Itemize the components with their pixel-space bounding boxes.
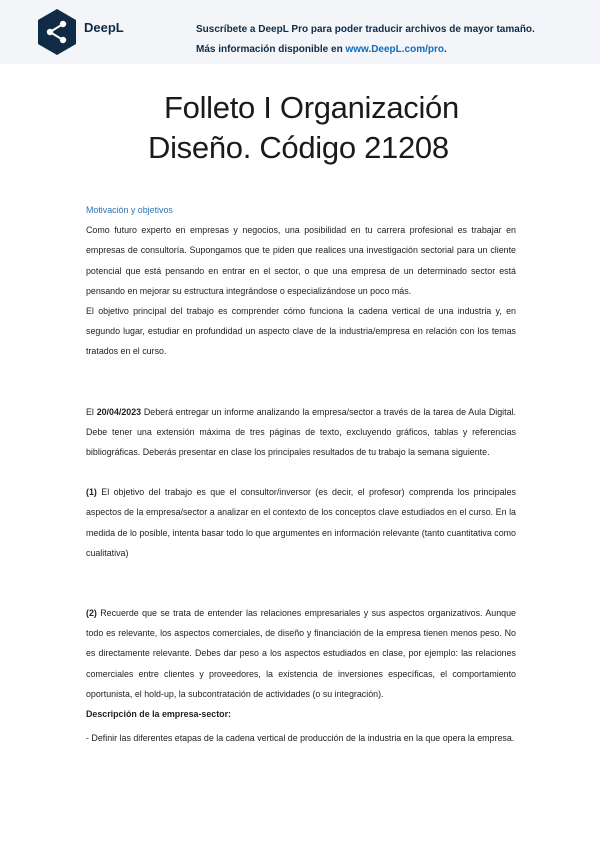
paragraph-1: Como futuro experto en empresas y negocios, una posibilidad en tu carrera profesional es trabajar en empresas de consultoría. Supongamos que te piden que realices una investigación sectorial para un cliente potencial que está pensando en entrar en el sector, o que una empresa de un determinado sector está pensando en mejorar su estructura integrándose o especializándose un poco más. [86,225,516,296]
p3-prefix: El [86,406,97,417]
paragraph-5 [86,603,516,704]
document-title-line-1: Folleto I Organización [164,90,459,125]
deepl-logo-icon [36,8,78,56]
document-body [86,200,516,748]
document-title-line-2: Diseño. Código 21208 [148,130,449,165]
promo-line-2-prefix: Más información disponible en [196,44,346,55]
spacer [86,563,516,583]
spacer [86,462,516,482]
deepl-banner [0,0,600,64]
paragraph-2: El objetivo principal del trabajo es comprender cómo funciona la cadena vertical de una industria y, en segundo lugar, estudiar en profundidad un aspecto clave de la industria/empresa en relación con los temas tratados en el curso. [86,306,516,357]
p3-rest: Deberá entregar un informe analizando la empresa/sector a través de la tarea de Aula Digital. Debe tener una extensión máxima de tres páginas de texto, excluyendo gráficos, tablas y referencias bibliográficas. Deberás presentar en clase los principales resultados de tu trabajo la semana siguiente. [86,406,516,458]
section-heading: Motivación y objetivos [86,205,173,215]
p4-rest: El objetivo del trabajo es que el consultor/inversor (es decir, el profesor) comprenda los principales aspectos de la empresa/sector a analizar en el contexto de los conceptos clave estudiados en el curso. En la medida de lo posible, intenta basar todo lo que argumentes en información relevante (tanto cuantitativa como cualitativa) [86,487,516,558]
paragraph-3 [86,402,516,463]
spacer [86,382,516,402]
subheading: Descripción de la empresa-sector: [86,709,232,720]
p5-rest: Recuerde que se trata de entender las relaciones empresariales y sus aspectos organizativos. Aunque todo es relevante, los aspectos comerciales, de diseño y financiación de la empresa tienen menos peso. No es directamente relevante. Debes dar peso a los aspectos estudiados en clase, por ejemplo: las relaciones comerciales entre clientes y proveedores, la existencia de inversiones específicas, el comportamiento oportunista, el hold-up, la subcontratación de actividades (o su integración). [86,608,516,699]
spacer [86,362,516,382]
promo-line-2 [196,40,586,60]
promo-text [196,20,586,60]
bullet-1: - Definir las diferentes etapas de la cadena vertical de producción de la industria en la que opera la empresa. [86,733,515,744]
item-number-1: (1) [86,487,97,498]
item-number-2: (2) [86,608,97,619]
due-date: 20/04/2023 [96,406,142,417]
paragraph-4 [86,482,516,563]
deepl-pro-link[interactable]: www.DeepL.com/pro [345,44,444,55]
spacer [86,583,516,603]
promo-line-1: Suscríbete a DeepL Pro para poder traducir archivos de mayor tamaño. [196,24,535,35]
promo-line-2-suffix: . [444,44,447,55]
brand-name: DeepL [84,20,124,35]
